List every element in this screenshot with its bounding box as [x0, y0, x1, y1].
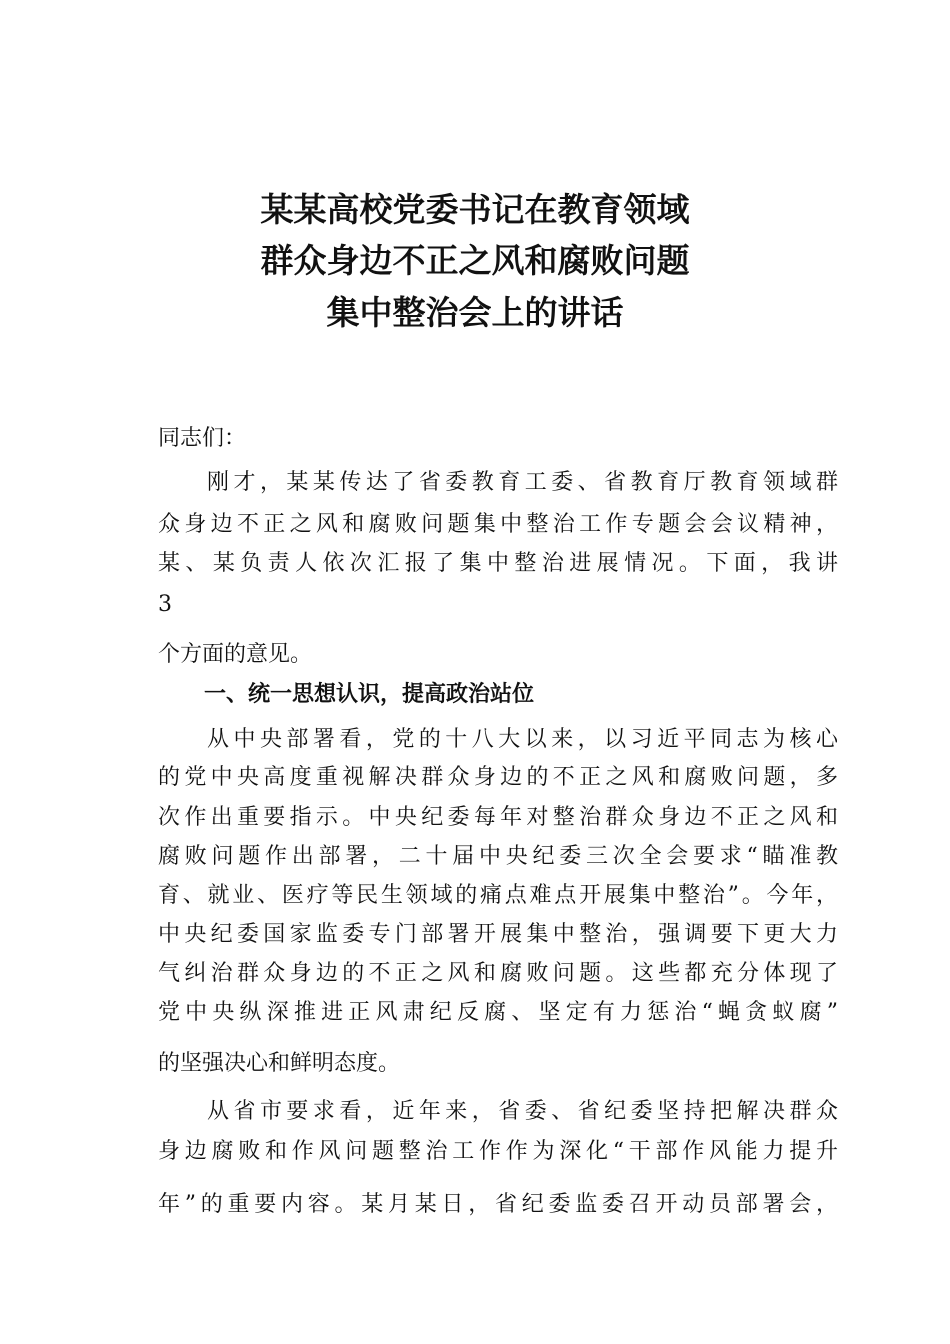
paragraph-line: 的坚强决心和鲜明态度。 — [158, 1051, 401, 1076]
salutation: 同志们： — [158, 426, 247, 451]
section-heading: 一、统一思想认识，提高政治站位 — [204, 682, 535, 707]
paragraph-line: 的党中央高度重视解决群众身边的不正之风和腐败问题，多 — [158, 765, 838, 790]
document-title-line-1: 某某高校党委书记在教育领域 — [260, 190, 690, 229]
paragraph-line: 中央纪委国家监委专门部署开展集中整治，强调要下更大力 — [158, 922, 838, 947]
intro-line: 众身边不正之风和腐败问题集中整治工作专题会会议精神， — [158, 512, 838, 537]
paragraph-line: 腐败问题作出部署，二十届中央纪委三次全会要求“瞄准教 — [158, 844, 838, 869]
intro-line: 某、某负责人依次汇报了集中整治进展情况。下面，我讲 — [158, 551, 838, 576]
intro-line: 3 — [158, 592, 172, 617]
paragraph-line: 年”的重要内容。某月某日，省纪委监委召开动员部署会， — [158, 1192, 838, 1217]
paragraph-line: 身边腐败和作风问题整治工作作为深化“干部作风能力提升 — [158, 1139, 838, 1164]
paragraph-line: 气纠治群众身边的不正之风和腐败问题。这些都充分体现了 — [158, 961, 838, 986]
intro-line: 刚才，某某传达了省委教育工委、省教育厅教育领域群 — [207, 470, 838, 495]
paragraph-line: 从省市要求看，近年来，省委、省纪委坚持把解决群众 — [207, 1099, 838, 1124]
document-title-line-3: 集中整治会上的讲话 — [326, 293, 624, 332]
intro-line: 个方面的意见。 — [158, 642, 313, 667]
paragraph-line: 次作出重要指示。中央纪委每年对整治群众身边不正之风和 — [158, 805, 838, 830]
paragraph-line: 党中央纵深推进正风肃纪反腐、坚定有力惩治“蝇贪蚁腐” — [158, 1000, 838, 1025]
paragraph-line: 从中央部署看，党的十八大以来，以习近平同志为核心 — [207, 727, 838, 752]
document-title-line-2: 群众身边不正之风和腐败问题 — [260, 241, 690, 280]
paragraph-line: 育、就业、医疗等民生领域的痛点难点开展集中整治”。今年， — [158, 883, 838, 908]
